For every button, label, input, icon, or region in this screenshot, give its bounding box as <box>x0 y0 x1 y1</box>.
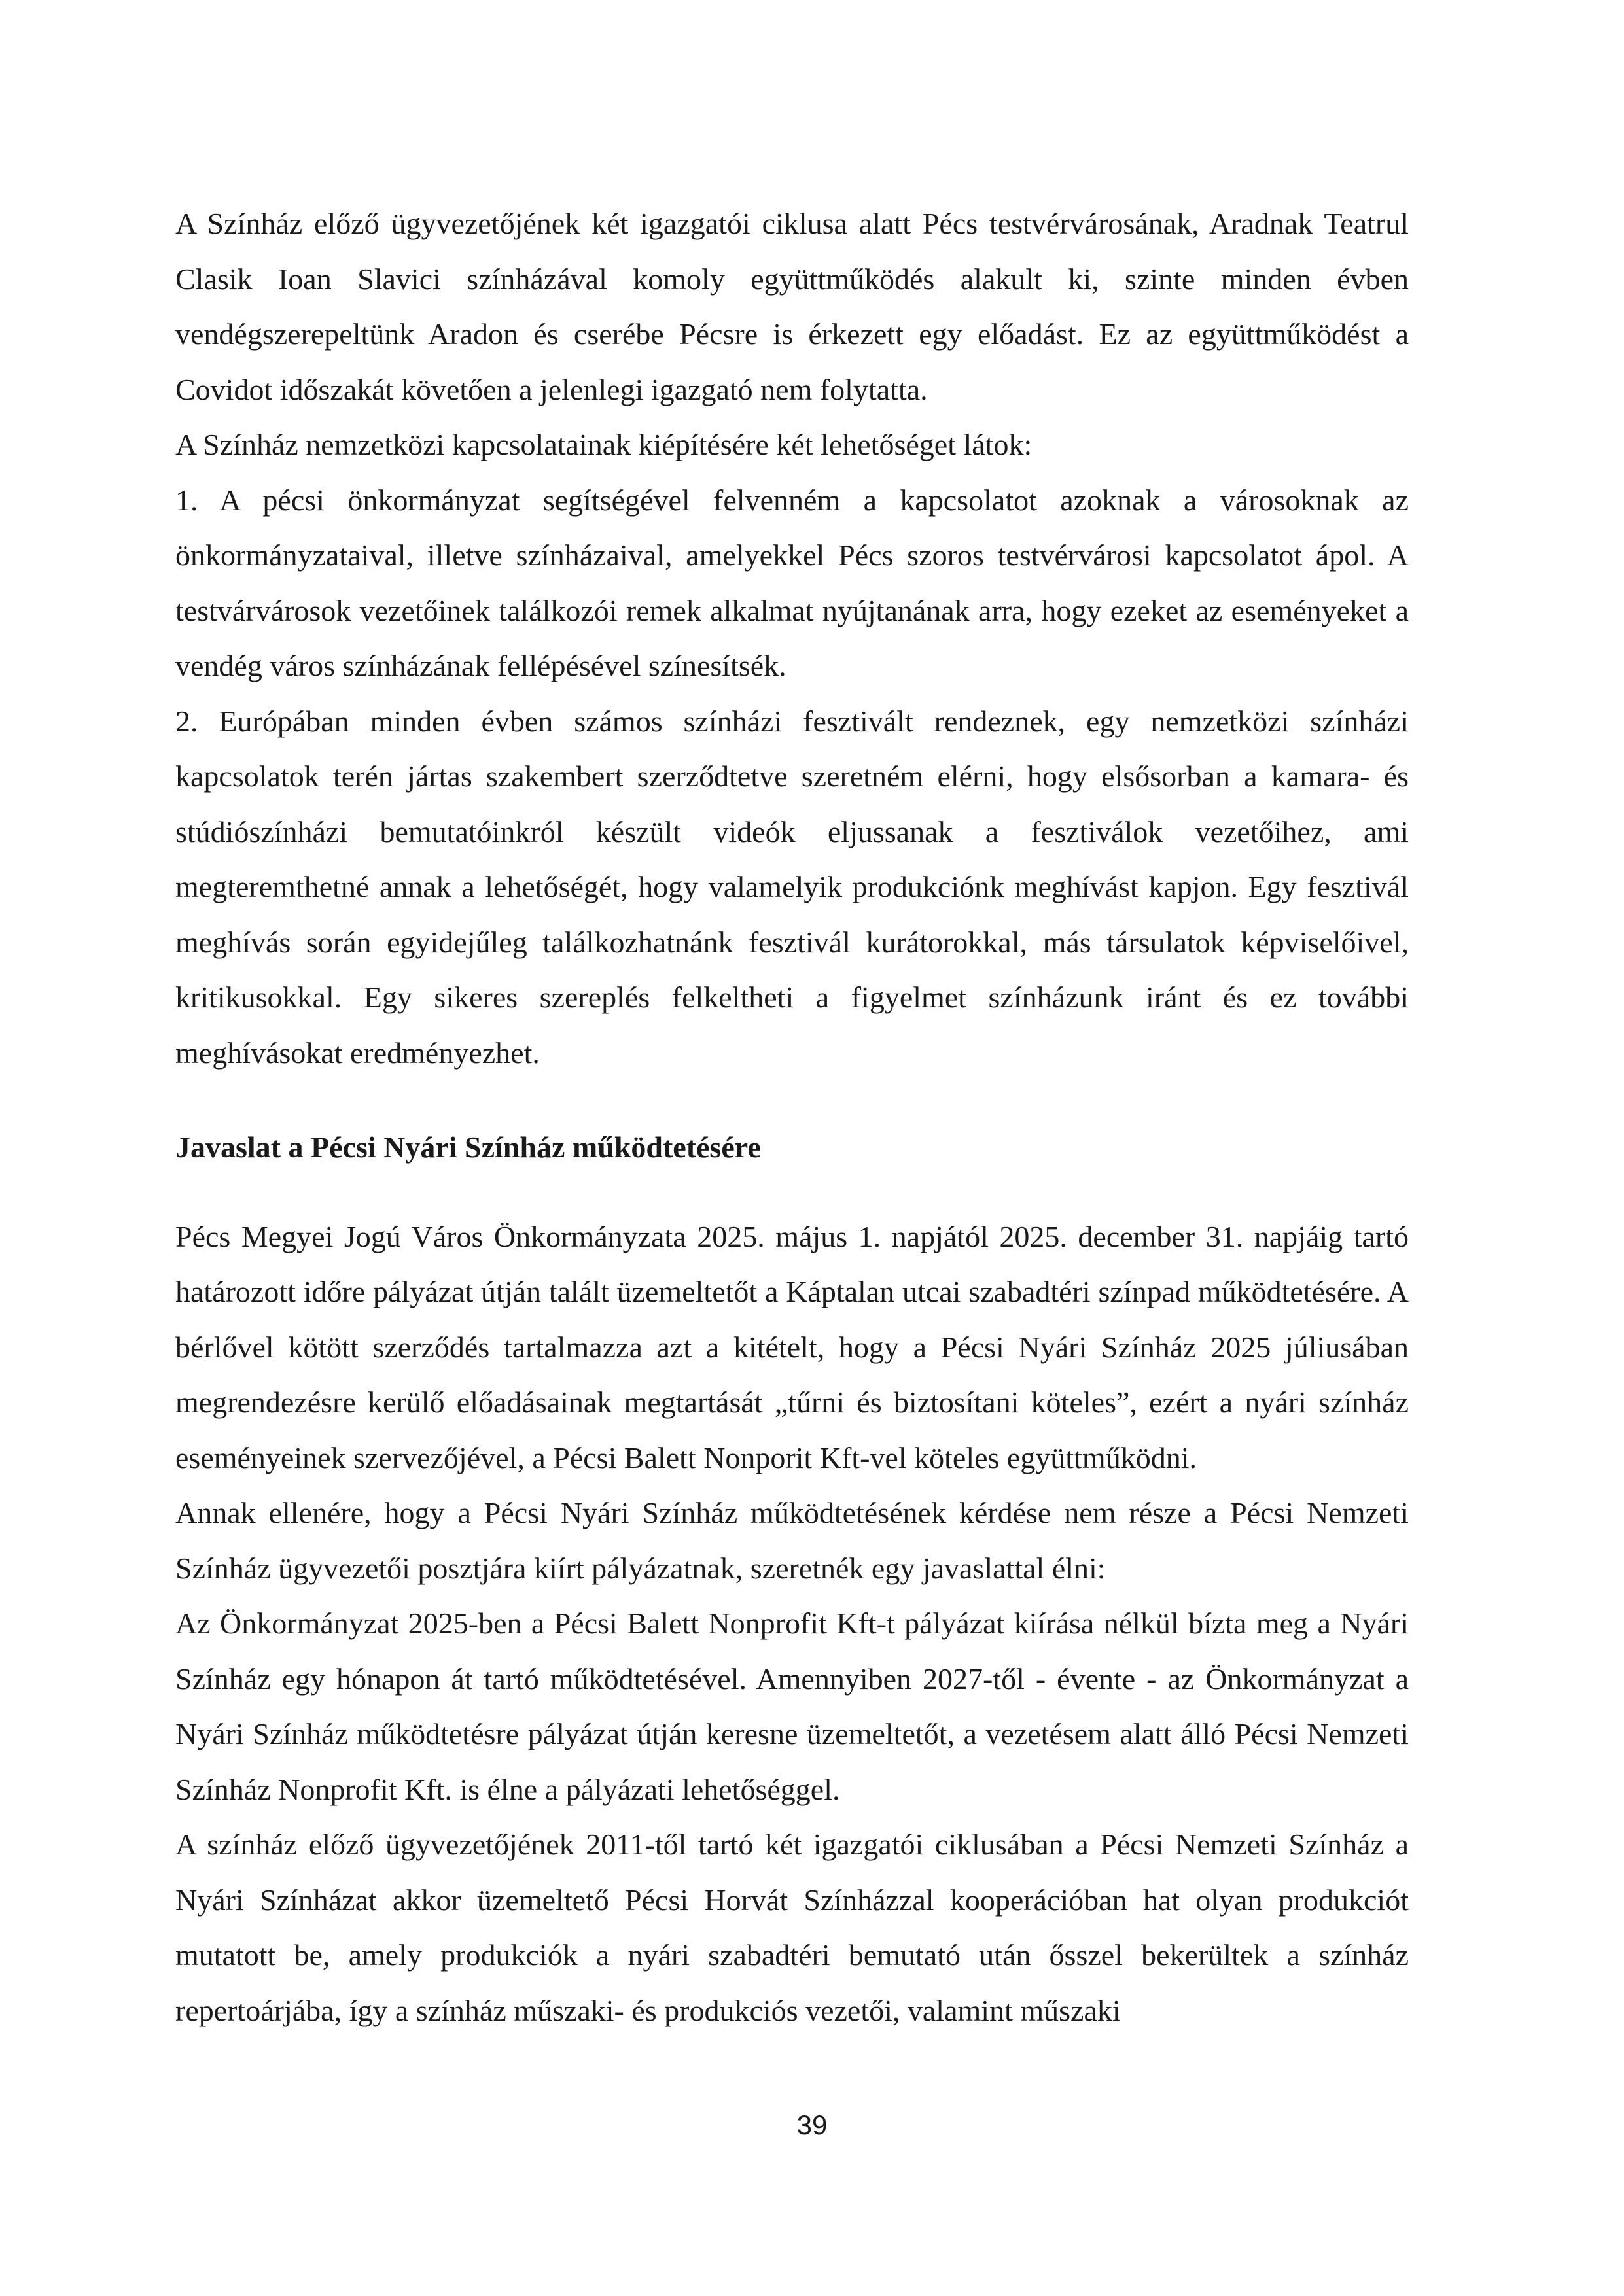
paragraph-international-options: A Színház nemzetközi kapcsolatainak kiépítésére két lehetőséget látok: <box>175 428 1033 461</box>
page-body <box>175 196 1409 2038</box>
paragraph-previous-cooperation: A színház előző ügyvezetőjének 2011-től tartó két igazgatói ciklusában a Pécsi Nemzeti Színház a Nyári Színházat akkor üzemeltető Pécsi Horvát Színházzal kooperációban hat olyan produkciót mutatott be, amely produkciók a nyári szabadtéri bemutató után ősszel bekerültek a színház repertoárjába, így a színház műszaki- és produkciós vezetői, valamint műszaki <box>175 1828 1409 2027</box>
paragraph-option-2: 2. Európában minden évben számos színházi fesztivált rendeznek, egy nemzetközi színházi kapcsolatok terén jártas szakembert szerződtetve szeretném elérni, hogy elsősorban a kamara- és stúdiószínházi bemutatóinkról készült videók eljussanak a fesztiválok vezetőihez, ami megteremthetné annak a lehetőségét, hogy valamelyik produkciónk meghívást kapjon. Egy fesztivál meghívás során egyidejűleg találkozhatnánk fesztivál kurátorokkal, más társulatok képviselőivel, kritikusokkal. Egy sikeres szereplés felkeltheti a figyelmet színházunk iránt és ez további meghívásokat eredményezhet. <box>175 704 1409 1070</box>
paragraph-proposal: Az Önkormányzat 2025-ben a Pécsi Balett Nonprofit Kft-t pályázat kiírása nélkül bízta meg a Nyári Színház egy hónapon át tartó működtetésével. Amennyiben 2027-től - évente - az Önkormányzat a Nyári Színház működtetésre pályázat útján keresne üzemeltetőt, a vezetésem alatt álló Pécsi Nemzeti Színház Nonprofit Kft. is élne a pályázati lehetőséggel. <box>175 1607 1409 1806</box>
paragraph-summer-theatre-lease: Pécs Megyei Jogú Város Önkormányzata 2025. május 1. napjától 2025. december 31. napjáig tartó határozott időre pályázat útján talált üzemeltetőt a Káptalan utcai szabadtéri színpad működtetésére. A bérlővel kötött szerződés tartalmazza azt a kitételt, hogy a Pécsi Nyári Színház 2025 júliusában megrendezésre kerülő előadásainak megtartását „tűrni és biztosítani köteles”, ezért a nyári színház eseményeinek szervezőjével, a Pécsi Balett Nonporit Kft-vel köteles együttműködni. <box>175 1219 1409 1474</box>
paragraph-proposal-intro: Annak ellenére, hogy a Pécsi Nyári Színház működtetésének kérdése nem része a Pécsi Nemzeti Színház ügyvezetői posztjára kiírt pályázatnak, szeretnék egy javaslattal élni: <box>175 1496 1409 1585</box>
page-number: 39 <box>796 2110 828 2140</box>
paragraph-option-1: 1. A pécsi önkormányzat segítségével felvenném a kapcsolatot azoknak a városoknak az önkormányzataival, illetve színházaival, amelyekkel Pécs szoros testvérvárosi kapcsolatot ápol. A testvárvárosok vezetőinek találkozói remek alkalmat nyújtanának arra, hogy ezeket az eseményeket a vendég város színházának fellépésével színesítsék. <box>175 483 1409 682</box>
paragraph-arad-cooperation: A Színház előző ügyvezetőjének két igazgatói ciklusa alatt Pécs testvérvárosának, Aradnak Teatrul Clasik Ioan Slavici színházával komoly együttműködés alakult ki, szinte minden évben vendégszerepeltünk Aradon és cserébe Pécsre is érkezett egy előadást. Ez az együttműködést a Covidot időszakát követően a jelenlegi igazgató nem folytatta. <box>175 207 1409 406</box>
section-heading: Javaslat a Pécsi Nyári Színház működtetésére <box>175 1130 761 1164</box>
